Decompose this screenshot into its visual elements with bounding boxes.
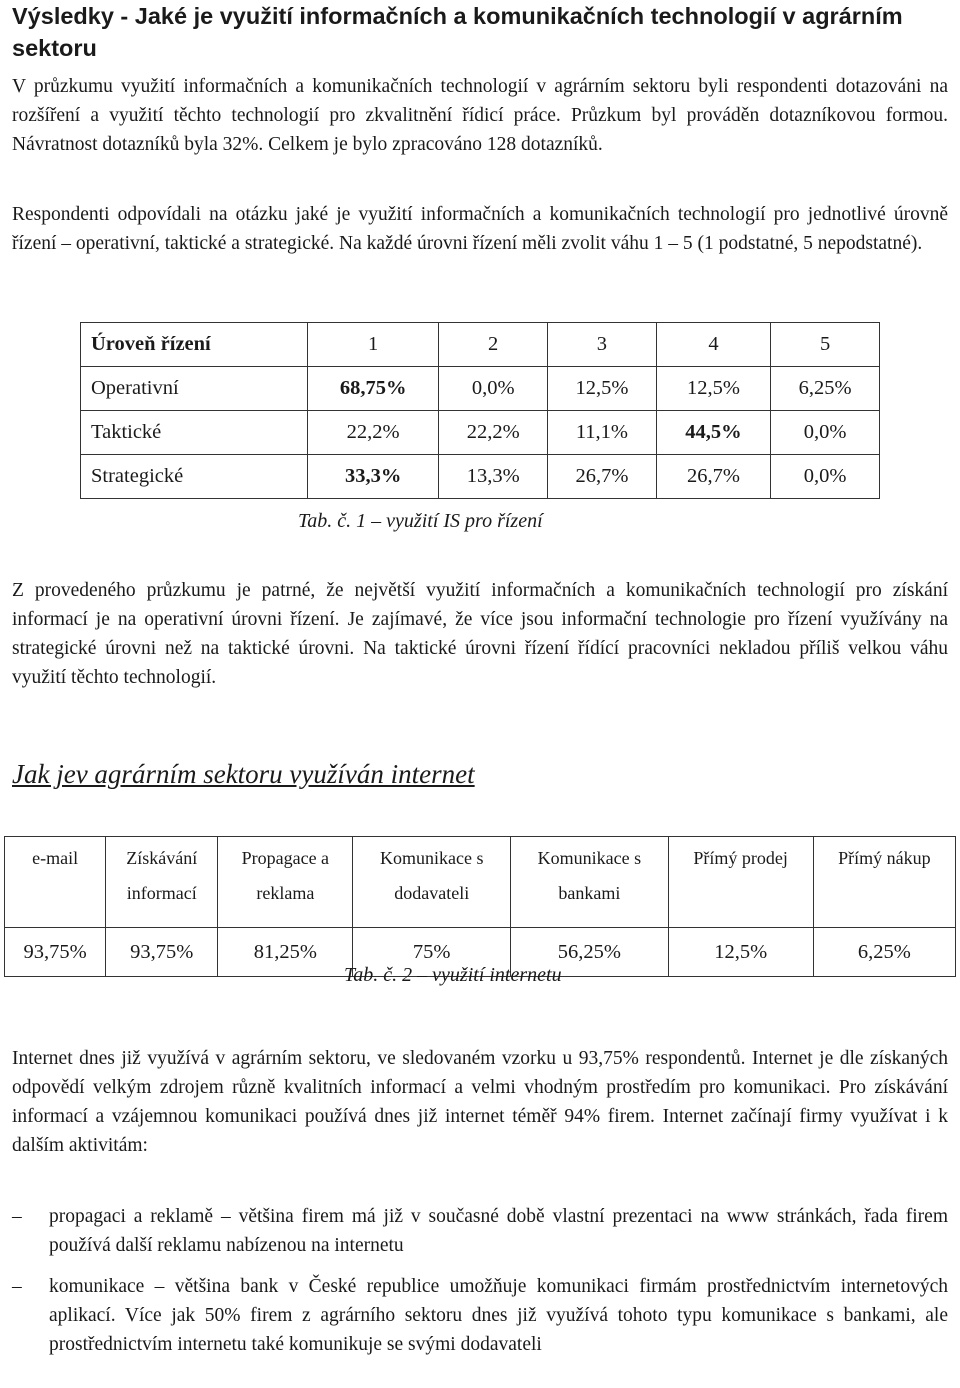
table1-header-cell: 4 (656, 323, 770, 367)
table2-value: 6,25% (813, 928, 955, 977)
page-title: Výsledky - Jaké je využití informačních a komunikačních technologií v agrárním sektoru (12, 3, 903, 61)
table1-cell: 0,0% (771, 455, 880, 499)
table1-cell: 12,5% (656, 367, 770, 411)
table1-header-cell: 3 (548, 323, 657, 367)
table2-header-line: Přímý nákup (838, 848, 931, 868)
section-heading-internet: Jak jev agrárním sektoru využíván internet (12, 759, 475, 789)
table2-header-line: Získávání (126, 848, 198, 868)
table2-value: 93,75% (5, 928, 106, 977)
table2-header-line: Přímý prodej (693, 848, 788, 868)
table1-cell: 12,5% (548, 367, 657, 411)
table2-header-dodavatele (353, 837, 511, 928)
table2-value: 56,25% (511, 928, 669, 977)
table2-value: 75% (353, 928, 511, 977)
bullet-dash: – (12, 1206, 22, 1227)
intro-paragraph-2: Respondenti odpovídali na otázku jaké je využití informačních a komunikačních technologií pro jednotlivé úrovně řízení – operativní, taktické a strategické. Na každé úrovni řízení měli zvolit váhu 1 – 5 (1 podstatné, 5 nepodstatné). (12, 204, 948, 254)
bullet-text: komunikace – většina bank v České republice umožňuje komunikaci firmám prostřednictvím internetových aplikací. Více jak 50% firem z agrárního sektoru dnes již využívá tohoto typu komunikace s bankami, ale prostřednictvím internetu také komunikuje se svými dodavateli (49, 1276, 948, 1355)
management-levels-table (80, 322, 880, 499)
table1-cell: 22,2% (308, 411, 439, 455)
table2-header-line: Komunikace s (537, 848, 642, 868)
table2-caption: Tab. č. 2 – využití internetu (344, 964, 562, 986)
table1-cell: 0,0% (771, 411, 880, 455)
table2-header-row (5, 837, 956, 928)
table2-header-line: informací (126, 883, 197, 903)
table1-cell: 0,0% (439, 367, 548, 411)
conclusion-paragraph-2: Internet dnes již využívá v agrárním sektoru, ve sledovaném vzorku u 93,75% respondentů. Internet je dle získaných odpovědí velkým zdrojem různě kvalitních informací a velmi vhodným prostředím pro komunikaci. Pro získávání informací a vzájemnou komunikaci používá dnes již internet téměř 94% firem. Internet začínají firmy využívat i k dalším aktivitám: (12, 1048, 948, 1156)
table1-cell: 22,2% (439, 411, 548, 455)
table1-row-label: Strategické (81, 455, 308, 499)
table2-header-propagace (218, 837, 353, 928)
table2-header-banky (511, 837, 669, 928)
table2-value: 12,5% (668, 928, 813, 977)
table1-header-cell: 2 (439, 323, 548, 367)
conclusion-paragraph-1: Z provedeného průzkumu je patrné, že největší využití informačních a komunikačních technologií pro získání informací je na operativní úrovni řízení. Je zajímavé, že více jsou informační technologie pro řízení využívány na strategické úrovni než na taktické úrovni. Na taktické úrovni řízení řídící pracovníci nekladou příliš velkou váhu využití těchto technologií. (12, 580, 948, 688)
bullet-dash: – (12, 1276, 22, 1297)
table2-header-prodej (668, 837, 813, 928)
table1-header-cell: Úroveň řízení (81, 323, 308, 367)
table1-cell: 11,1% (548, 411, 657, 455)
internet-usage-table (4, 836, 956, 977)
table1-row-strategicke (81, 455, 880, 499)
table2-header-ziskavani (106, 837, 218, 928)
table2-header-line: e-mail (32, 848, 79, 868)
table1-header-cell: 5 (771, 323, 880, 367)
table2-value: 93,75% (106, 928, 218, 977)
table1-row-label: Taktické (81, 411, 308, 455)
bullet-text: propagaci a reklamě – většina firem má již v současné době vlastní prezentaci na www stránkách, řada firem používá další reklamu nabízenou na internetu (49, 1206, 948, 1256)
bullet-item-propagace (12, 1202, 948, 1260)
table1-cell: 33,3% (308, 455, 439, 499)
table2-header-line: bankami (558, 883, 621, 903)
table1-caption: Tab. č. 1 – využití IS pro řízení (298, 510, 543, 532)
table2-header-line: dodavateli (394, 883, 470, 903)
table1-cell: 13,3% (439, 455, 548, 499)
table2-header-line: reklama (256, 883, 315, 903)
table1-row-operativni (81, 367, 880, 411)
table2-header-line: Komunikace s (379, 848, 484, 868)
table1-cell: 68,75% (308, 367, 439, 411)
table1-cell: 44,5% (656, 411, 770, 455)
table1-row-label: Operativní (81, 367, 308, 411)
table1-header-cell: 1 (308, 323, 439, 367)
table1-header-row (81, 323, 880, 367)
table1-cell: 26,7% (548, 455, 657, 499)
table1-row-takticke (81, 411, 880, 455)
bullet-item-komunikace (12, 1272, 948, 1359)
table2-header-nakup (813, 837, 955, 928)
table1-cell: 26,7% (656, 455, 770, 499)
intro-paragraph-1: V průzkumu využití informačních a komunikačních technologií v agrárním sektoru byli respondenti dotazováni na rozšíření a využití těchto technologií pro zkvalitnění řídicí práce. Průzkum byl prováděn dotazníkovou formou. Návratnost dotazníků byla 32%. Celkem je bylo zpracováno 128 dotazníků. (12, 76, 948, 155)
table2-header-line: Propagace a (241, 848, 330, 868)
table2-header-email (5, 837, 106, 928)
table1-cell: 6,25% (771, 367, 880, 411)
table2-value: 81,25% (218, 928, 353, 977)
